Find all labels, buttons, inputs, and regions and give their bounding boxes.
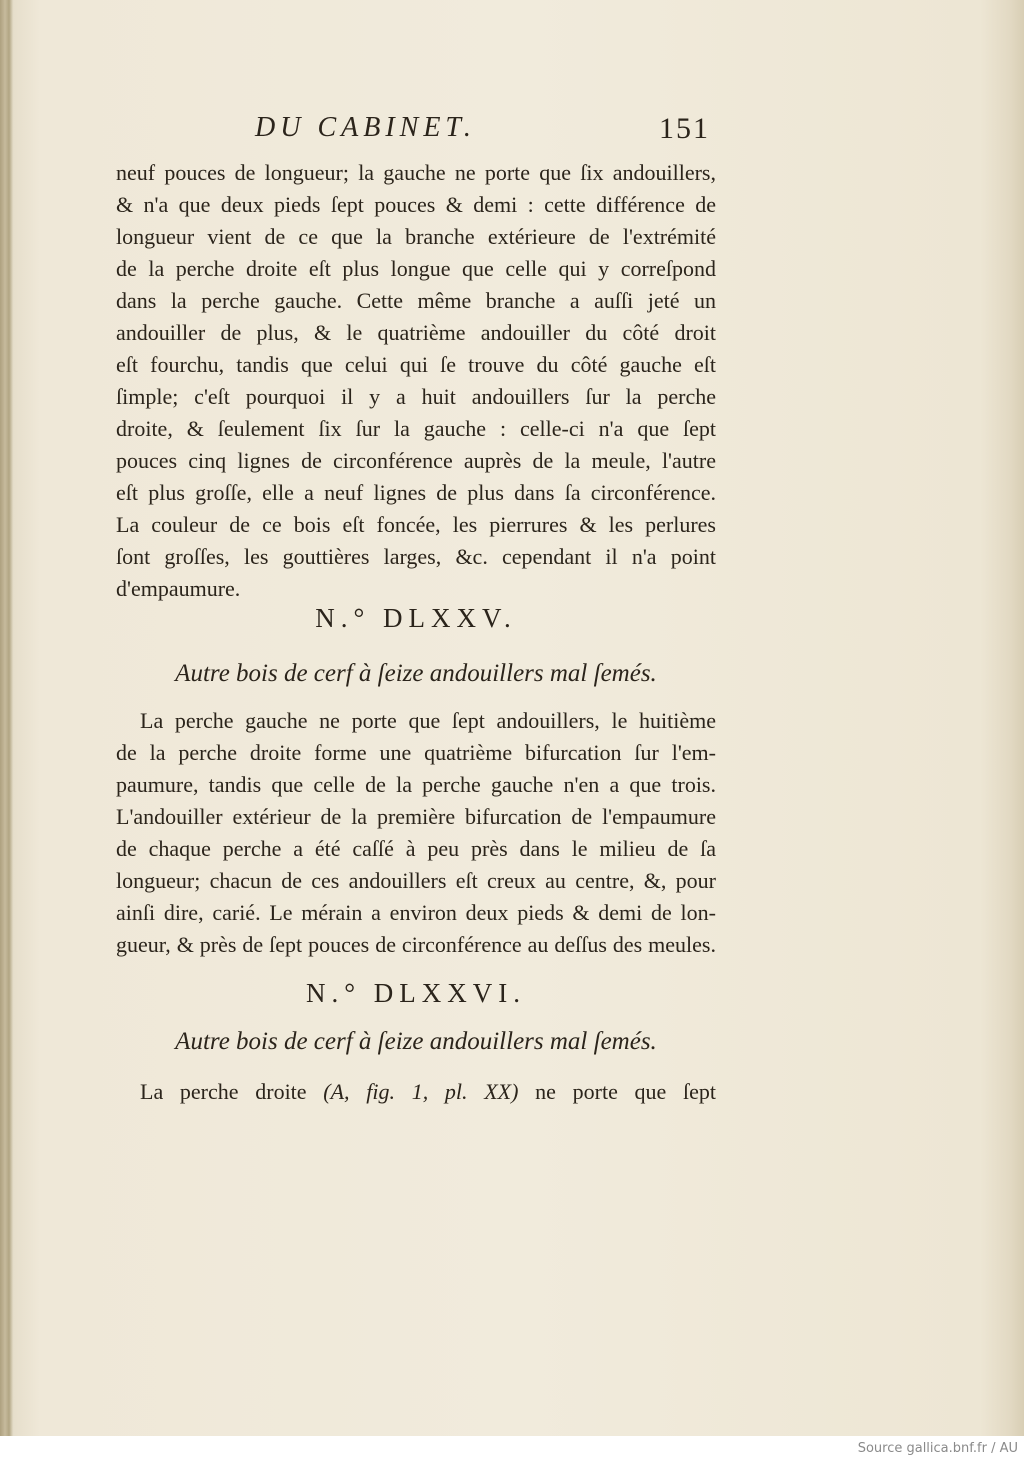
text-line: pouces cinq lignes de circonférence auprès de la meule, l'autre bbox=[116, 448, 716, 473]
text-line: paumure, tandis que celle de la perche gauche n'en a que trois. bbox=[116, 772, 716, 797]
section-number: N.° DLXXV. bbox=[315, 603, 517, 633]
page-number: 151 bbox=[659, 112, 710, 145]
running-head: DU CABINET. bbox=[255, 112, 476, 143]
spine-shadow bbox=[0, 0, 14, 1436]
text-line: ainſi dire, carié. Le mérain a environ deux pieds & demi de lon- bbox=[116, 900, 716, 925]
text-line bbox=[140, 1076, 716, 1108]
section-title: Autre bois de cerf à ſeize andouillers mal ſemés. bbox=[175, 1028, 657, 1055]
text-line: andouiller de plus, & le quatrième andouiller du côté droit bbox=[116, 320, 716, 345]
text-line: La perche gauche ne porte que ſept andouillers, le huitième bbox=[140, 708, 716, 733]
text-line: longueur vient de ce que la branche extérieure de l'extrémité bbox=[116, 224, 716, 249]
line-start: La perche droite bbox=[140, 1079, 307, 1104]
text-line: d'empaumure. bbox=[116, 576, 241, 601]
text-line: neuf pouces de longueur; la gauche ne porte que ſix andouillers, bbox=[116, 160, 716, 185]
figure-reference: (A, fig. 1, pl. XX) bbox=[323, 1079, 519, 1104]
text-line: gueur, & près de ſept pouces de circonférence au deſſus des meules. bbox=[116, 932, 716, 957]
section-title: Autre bois de cerf à ſeize andouillers mal ſemés. bbox=[175, 660, 657, 687]
text-line: longueur; chacun de ces andouillers eſt creux au centre, &, pour bbox=[116, 868, 716, 893]
text-line: L'andouiller extérieur de la première bifurcation de l'empaumure bbox=[116, 804, 716, 829]
text-line: & n'a que deux pieds ſept pouces & demi : cette différence de bbox=[116, 192, 716, 217]
section-number: N.° DLXXVI. bbox=[305, 978, 527, 1008]
source-credit: Source gallica.bnf.fr / AU bbox=[857, 1441, 1018, 1456]
text-line: eſt fourchu, tandis que celui qui ſe trouve du côté gauche eſt bbox=[116, 352, 716, 377]
text-line: de la perche droite eſt plus longue que celle qui y correſpond bbox=[116, 256, 716, 281]
text-line: de chaque perche a été caſſé à peu près dans le milieu de ſa bbox=[116, 836, 716, 861]
text-line: de la perche droite forme une quatrième bifurcation ſur l'em- bbox=[116, 740, 716, 765]
text-line: droite, & ſeulement ſix ſur la gauche : celle-ci n'a que ſept bbox=[116, 416, 716, 441]
line-end: ne porte que ſept bbox=[535, 1079, 717, 1104]
text-line: ſont groſſes, les gouttières larges, &c. cependant il n'a point bbox=[116, 544, 716, 569]
text-line: dans la perche gauche. Cette même branche a auſſi jeté un bbox=[116, 288, 716, 313]
text-line: eſt plus groſſe, elle a neuf lignes de plus dans ſa circonférence. bbox=[116, 480, 716, 505]
text-line: La couleur de ce bois eſt foncée, les pierrures & les perlures bbox=[116, 512, 716, 537]
text-line: ſimple; c'eſt pourquoi il y a huit andouillers ſur la perche bbox=[116, 384, 716, 409]
